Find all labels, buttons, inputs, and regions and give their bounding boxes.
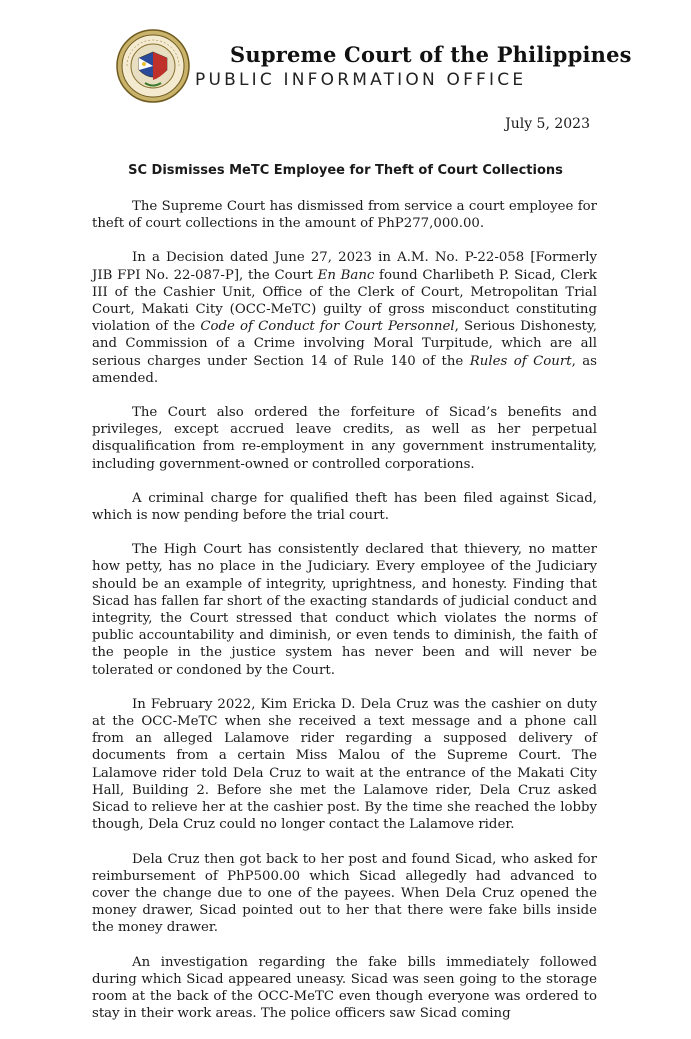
headline: SC Dismisses MeTC Employee for Theft of Court Collections xyxy=(128,163,563,178)
paragraph xyxy=(92,249,597,387)
paragraph: In February 2022, Kim Ericka D. Dela Cruz was the cashier on duty at the OCC-MeTC when she received a text message and a phone call from an alleged Lalamove rider regarding a supposed delivery of documents from a certain Miss Malou of the Supreme Court. The Lalamove rider told Dela Cruz to wait at the entrance of the Makati City Hall, Building 2. Before she met the Lalamove rider, Dela Cruz asked Sicad to relieve her at the cashier post. By the time she reached the lobby though, Dela Cruz could no longer contact the Lalamove rider. xyxy=(92,696,597,833)
text-run: found Charlibeth P. Sicad, Clerk III of the Cashier Unit, Office of the Clerk of Court, Metropolitan Trial Court, Makati City (OCC-MeTC) guilty of gross misconduct constituting violation of the xyxy=(92,267,597,335)
office-name: PUBLIC INFORMATION OFFICE xyxy=(195,70,527,90)
release-date: July 5, 2023 xyxy=(505,116,590,132)
paragraph: A criminal charge for qualified theft has been filed against Sicad, which is now pending before the trial court. xyxy=(92,490,597,524)
paragraph: The Court also ordered the forfeiture of Sicad’s benefits and privileges, except accrued leave credits, as well as her perpetual disqualification from re-employment in any government instrumentality, including government-owned or controlled corporations. xyxy=(92,405,597,472)
article-body xyxy=(92,198,597,1039)
paragraph: The Supreme Court has dismissed from service a court employee for theft of court collections in the amount of PhP277,000.00. xyxy=(92,199,597,232)
letterhead xyxy=(115,28,675,108)
paragraph: Dela Cruz then got back to her post and found Sicad, who asked for reimbursement of PhP500.00 which Sicad allegedly had advanced to cover the change due to one of the payees. When Dela Cruz opened the money drawer, Sicad pointed out to her that there were fake bills inside the money drawer. xyxy=(92,851,597,936)
paragraph: An investigation regarding the fake bills immediately followed during which Sicad appeared uneasy. Sicad was seen going to the storage room at the back of the OCC-MeTC even though everyone was ordered to stay in their work areas. The police officers saw Sicad coming xyxy=(92,954,597,1022)
paragraph: The High Court has consistently declared that thievery, no matter how petty, has no place in the Judiciary. Every employee of the Judiciary should be an example of integrity, uprightness, and honesty. Finding that Sicad has fallen far short of the exacting standards of judicial conduct and integrity, the Court stressed that conduct which violates the norms of public accountability and diminish, or even tends to diminish, the faith of the people in the justice system has never been and will never be tolerated or condoned by the Court. xyxy=(92,542,597,678)
text-run-italic: Code of Conduct for Court Personnel xyxy=(200,319,455,335)
text-run: In a Decision dated June 27, 2023 in A.M. No. P-22-058 [Formerly JIB FPI No. 22-087-P], the Court xyxy=(92,250,597,283)
supreme-court-seal-icon xyxy=(115,28,191,104)
text-run-italic: En Banc xyxy=(317,267,375,283)
org-name: Supreme Court of the Philippines xyxy=(230,42,632,67)
text-run-italic: Rules of Court xyxy=(469,353,572,369)
text-run: , Serious Dishonesty, and Commission of a Crime involving Moral Turpitude, which are all serious charges under Section 14 of Rule 140 of the xyxy=(92,319,598,369)
text-run: , as amended. xyxy=(92,353,597,386)
